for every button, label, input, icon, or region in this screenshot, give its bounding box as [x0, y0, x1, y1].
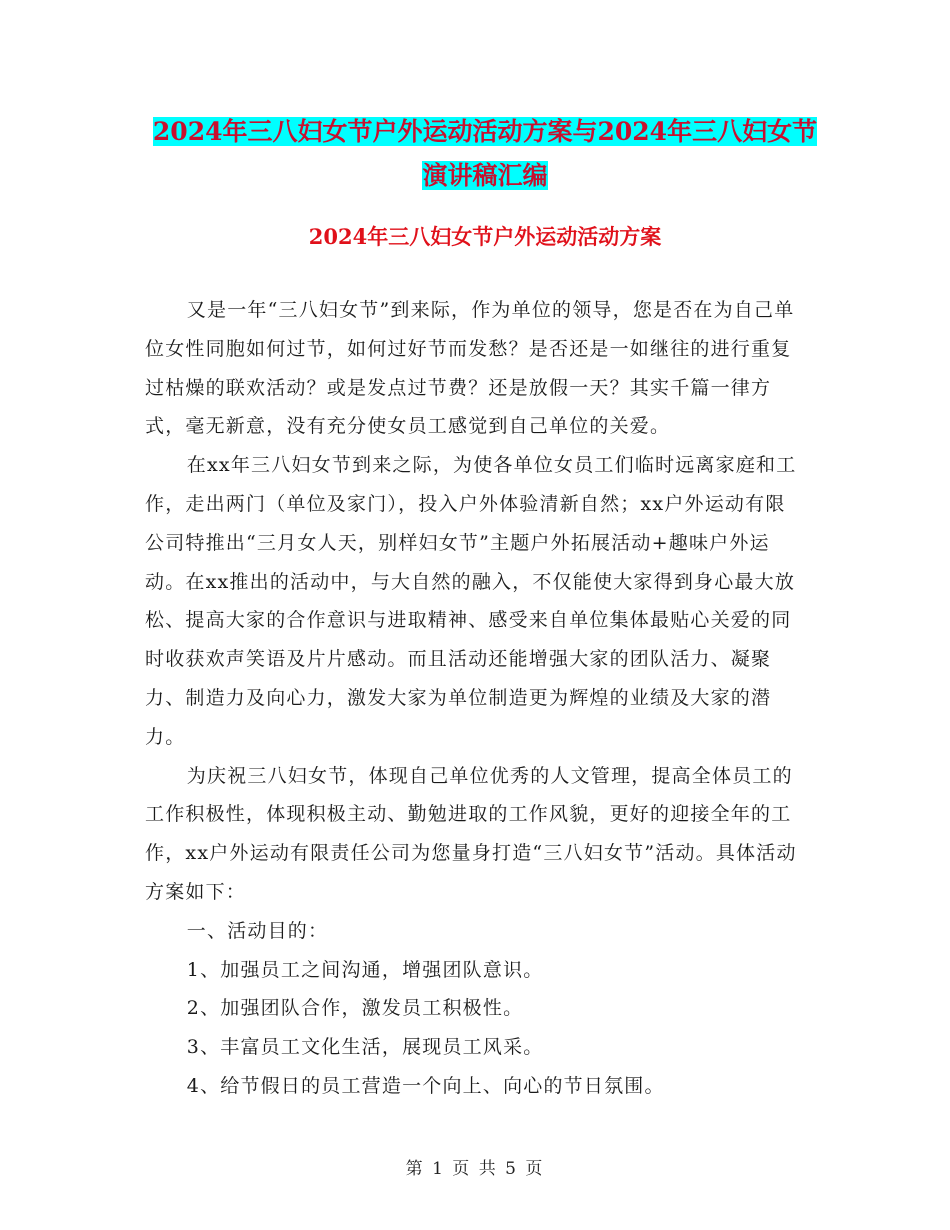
heading-activity-goals: 一、活动目的： [186, 919, 329, 942]
list-item: 4、给节假日的员工营造一个向上、向心的节日氛围。 [186, 1074, 665, 1097]
page-footer: 第 1 页 共 5 页 [405, 1159, 545, 1179]
document-body [145, 291, 805, 1106]
paragraph-intro: 又是一年“三八妇女节”到来际，作为单位的领导，您是否在为自己单位女性同胞如何过节，如何过好节而发愁？是否还是一如继往的进行重复过枯燥的联欢活动？或是发点过节费？还是放假一天？其实千篇一律方式，毫无新意，没有充分使女员工感觉到自己单位的关爱。 [145, 299, 795, 438]
section-title: 2024年三八妇女节户外运动活动方案 [308, 224, 662, 249]
list-item: 2、加强团队合作，激发员工积极性。 [186, 997, 524, 1020]
paragraph-background: 在xx年三八妇女节到来之际，为使各单位女员工们临时远离家庭和工作，走出两门（单位及家门），投入户外体验清新自然；xx户外运动有限公司特推出“三月女人天，别样妇女节”主题户外拓展活动+趣味户外运动。在xx推出的活动中，与大自然的融入，不仅能使大家得到身心最大放松、提高大家的合作意识与进取精神、感受来自单位集体最贴心关爱的同时收获欢声笑语及片片感动。而且活动还能增强大家的团队活力、凝聚力、制造力及向心力，激发大家为单位制造更为辉煌的业绩及大家的潜力。 [145, 454, 797, 748]
paragraph-purpose: 为庆祝三八妇女节，体现自己单位优秀的人文管理，提高全体员工的工作积极性，体现积极主动、勤勉进取的工作风貌，更好的迎接全年的工作，xx户外运动有限责任公司为您量身打造“三八妇女节”活动。具体活动方案如下： [145, 764, 797, 903]
list-item: 1、加强员工之间沟通，增强团队意识。 [186, 958, 544, 981]
document-title-text: 2024年三八妇女节户外运动活动方案与2024年三八妇女节演讲稿汇编 [152, 117, 818, 190]
document-title [145, 110, 825, 198]
list-item: 3、丰富员工文化生活，展现员工风采。 [186, 1036, 544, 1059]
